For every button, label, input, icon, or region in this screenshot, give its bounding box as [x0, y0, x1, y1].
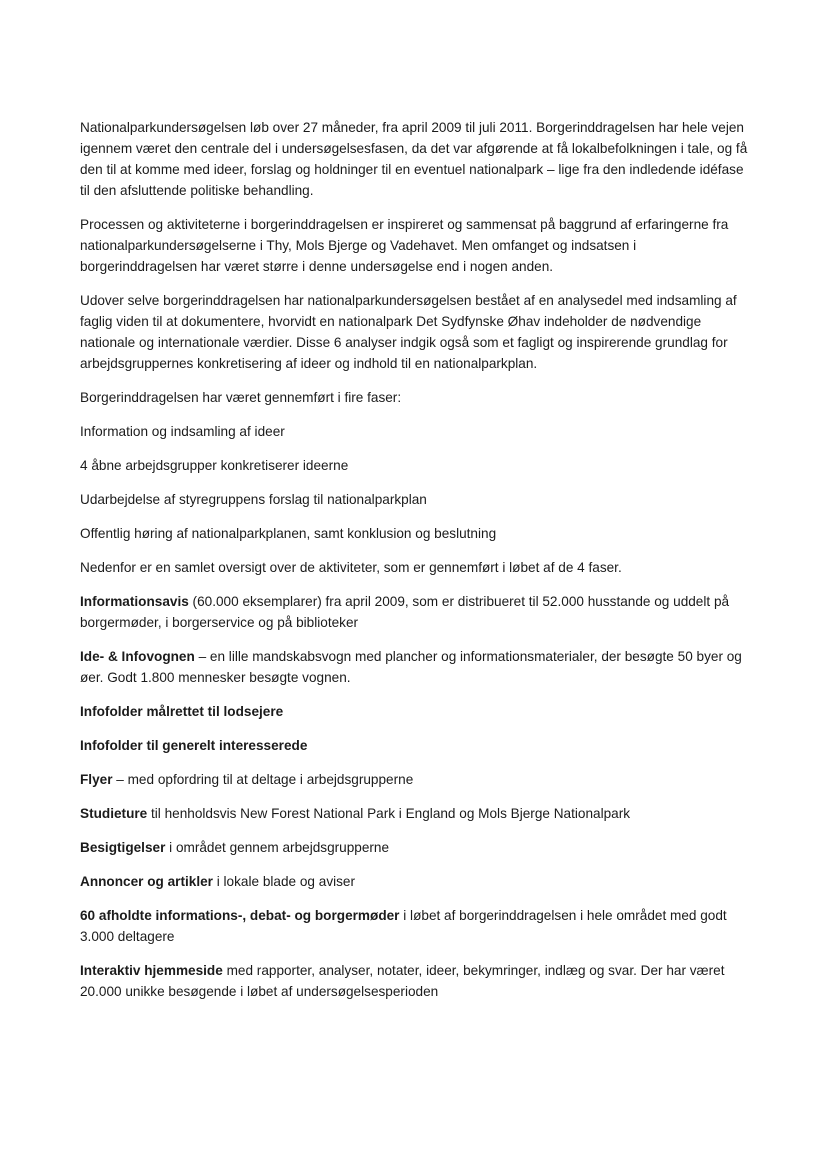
text-run: i området gennem arbejdsgrupperne: [165, 840, 390, 855]
paragraph-process-inspiration: [80, 214, 750, 277]
text-run: 4 åbne arbejdsgrupper konkretiserer ideerne: [80, 458, 349, 473]
text-run: (60.000 eksemplarer) fra april 2009, som er distribueret til 52.000 husstande og uddelt på borgermøder, i borgerservice og på biblioteker: [80, 594, 730, 630]
paragraph-phase-workgroups: [80, 455, 750, 476]
paragraph-analyses: [80, 290, 750, 374]
paragraph-besigtigelser: [80, 837, 750, 858]
paragraph-activities-overview-intro: [80, 557, 750, 578]
paragraph-phase-plan-draft: [80, 489, 750, 510]
text-run: med rapporter, analyser, notater, ideer, bekymringer, indlæg og svar. Der har været 20.000 unikke besøgende i løbet af undersøgelsesperioden: [80, 963, 725, 999]
paragraph-four-phases-intro: [80, 387, 750, 408]
bold-lead-run: Annoncer og artikler: [80, 874, 213, 889]
bold-lead-run: Besigtigelser: [80, 840, 166, 855]
paragraph-annoncer-artikler: [80, 871, 750, 892]
paragraph-hjemmeside: [80, 960, 750, 1002]
bold-lead-run: 60 afholdte informations-, debat- og borgermøder: [80, 908, 400, 923]
paragraph-infofolder-lodsejere: [80, 701, 750, 722]
paragraph-studieture: [80, 803, 750, 824]
text-run: Processen og aktiviteterne i borgerinddragelsen er inspireret og sammensat på baggrund af erfaringerne fra nationalparkundersøgelserne i Thy, Mols Bjerge og Vadehavet. Men omfanget og indsatsen i borgerinddragelsen har været større i denne undersøgelse end i nogen anden.: [80, 217, 729, 274]
text-run: – en lille mandskabsvogn med plancher og informationsmaterialer, der besøgte 50 byer og øer. Godt 1.800 mennesker besøgte vognen.: [80, 649, 742, 685]
text-run: – med opfordring til at deltage i arbejdsgrupperne: [112, 772, 414, 787]
paragraph-informationsavis: [80, 591, 750, 633]
paragraph-borgermoeder: [80, 905, 750, 947]
text-run: Nedenfor er en samlet oversigt over de aktiviteter, som er gennemført i løbet af de 4 faser.: [80, 560, 622, 575]
paragraph-ide-infovognen: [80, 646, 750, 688]
text-run: Offentlig høring af nationalparkplanen, samt konklusion og beslutning: [80, 526, 497, 541]
paragraph-phase-information: [80, 421, 750, 442]
text-run: i løbet af borgerinddragelsen i hele området med godt 3.000 deltagere: [80, 908, 727, 944]
text-run: til henholdsvis New Forest National Park i England og Mols Bjerge Nationalpark: [147, 806, 631, 821]
text-run: Udarbejdelse af styregruppens forslag til nationalparkplan: [80, 492, 427, 507]
text-run: Borgerinddragelsen har været gennemført i fire faser:: [80, 390, 402, 405]
bold-lead-run: Flyer: [80, 772, 113, 787]
bold-lead-run: Ide- & Infovognen: [80, 649, 195, 664]
text-run: Udover selve borgerinddragelsen har nationalparkundersøgelsen bestået af en analysedel med indsamling af faglig viden til at dokumentere, hvorvidt en nationalpark Det Sydfynske Øhav indeholder de nødvendige nationale og internationale værdier. Disse 6 analyser indgik også som et fagligt og inspirerende grundlag for arbejdsgruppernes konkretisering af ideer og indhold til en nationalparkplan.: [80, 293, 737, 371]
paragraph-infofolder-interesserede: [80, 735, 750, 756]
bold-lead-run: Infofolder til generelt interesserede: [80, 738, 308, 753]
paragraph-survey-intro: [80, 117, 750, 201]
bold-lead-run: Studieture: [80, 806, 148, 821]
paragraph-flyer: [80, 769, 750, 790]
text-run: i lokale blade og aviser: [212, 874, 356, 889]
bold-lead-run: Interaktiv hjemmeside: [80, 963, 223, 978]
text-run: Nationalparkundersøgelsen løb over 27 måneder, fra april 2009 til juli 2011. Borgerinddragelsen har hele vejen igennem været den centrale del i undersøgelsesfasen, da det var afgørende at få lokalbefolkningen i tale, og få den til at komme med ideer, forslag og holdninger til en eventuel nationalpark – lige fra den indledende idéfase til den afsluttende politiske behandling.: [80, 120, 748, 198]
bold-lead-run: Informationsavis: [80, 594, 189, 609]
text-run: Information og indsamling af ideer: [80, 424, 285, 439]
paragraph-phase-hearing: [80, 523, 750, 544]
bold-lead-run: Infofolder målrettet til lodsejere: [80, 704, 284, 719]
